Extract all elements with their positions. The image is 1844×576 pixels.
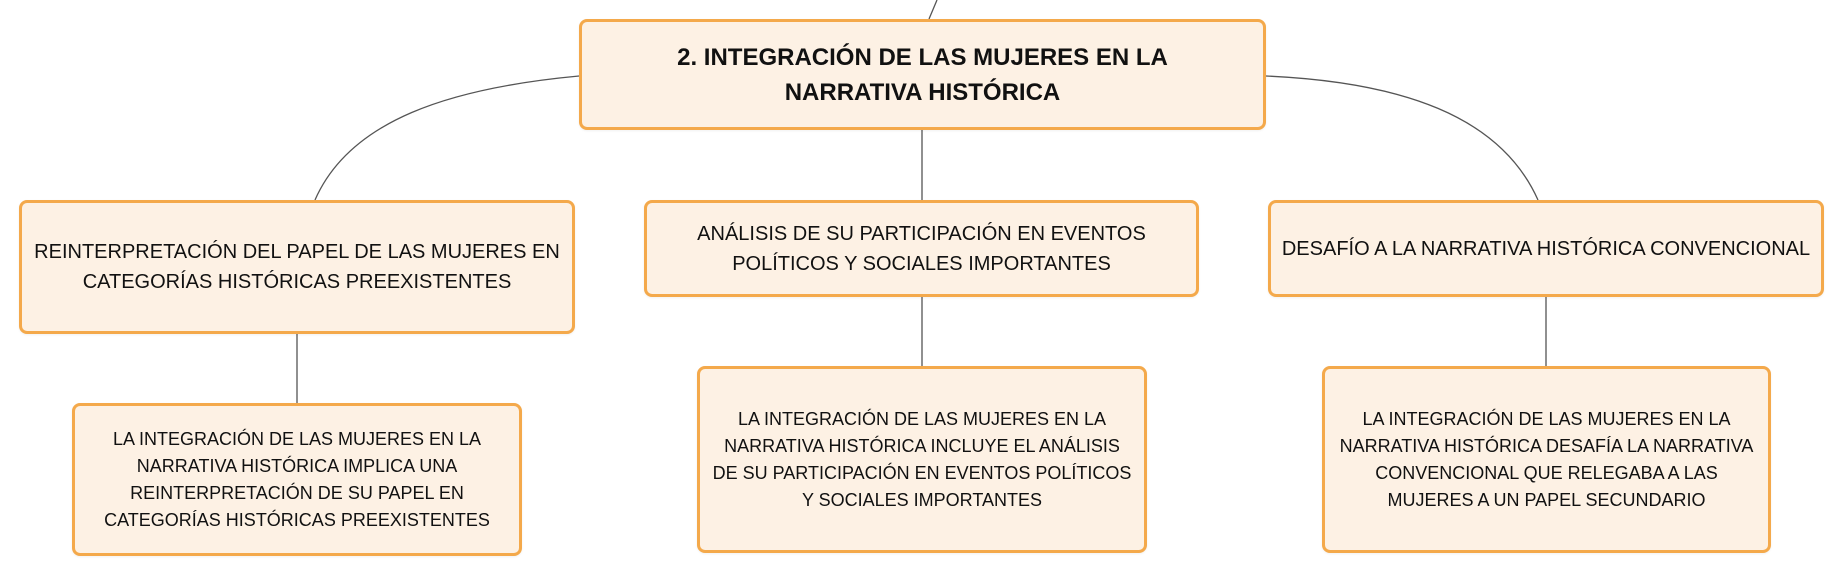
- leaf-node-reinterpretacion[interactable]: [72, 403, 522, 556]
- leaf-node-desafio[interactable]: [1322, 366, 1771, 553]
- branch-node-desafio[interactable]: [1268, 200, 1824, 297]
- root-node[interactable]: [579, 19, 1266, 130]
- leaf-node-analisis[interactable]: [697, 366, 1147, 553]
- leaf-node-label: LA INTEGRACIÓN DE LAS MUJERES EN LA NARRATIVA HISTÓRICA DESAFÍA LA NARRATIVA CONVENCIONAL QUE RELEGABA A LAS MUJERES A UN PAPEL SECUNDARIO: [1339, 408, 1754, 510]
- leaf-node-label: LA INTEGRACIÓN DE LAS MUJERES EN LA NARRATIVA HISTÓRICA INCLUYE EL ANÁLISIS DE SU PARTICIPACIÓN EN EVENTOS POLÍTICOS Y SOCIALES IMPORTANTES: [712, 408, 1132, 510]
- connector-root-to-branch-3: [1266, 76, 1538, 200]
- root-node-label: 2. INTEGRACIÓN DE LAS MUJERES EN LA NARRATIVA HISTÓRICA: [677, 43, 1168, 106]
- connector-parent-to-root: [929, 0, 937, 19]
- branch-node-label: REINTERPRETACIÓN DEL PAPEL DE LAS MUJERES EN CATEGORÍAS HISTÓRICAS PREEXISTENTES: [34, 241, 560, 293]
- leaf-node-label: LA INTEGRACIÓN DE LAS MUJERES EN LA NARRATIVA HISTÓRICA IMPLICA UNA REINTERPRETACIÓN DE SU PAPEL EN CATEGORÍAS HISTÓRICAS PREEXISTENTES: [104, 428, 490, 530]
- branch-node-label: DESAFÍO A LA NARRATIVA HISTÓRICA CONVENCIONAL: [1281, 237, 1811, 260]
- connector-root-to-branch-1: [315, 76, 579, 200]
- branch-node-label: ANÁLISIS DE SU PARTICIPACIÓN EN EVENTOS POLÍTICOS Y SOCIALES IMPORTANTES: [697, 222, 1146, 275]
- branch-node-reinterpretacion[interactable]: [19, 200, 575, 334]
- branch-node-analisis[interactable]: [644, 200, 1199, 297]
